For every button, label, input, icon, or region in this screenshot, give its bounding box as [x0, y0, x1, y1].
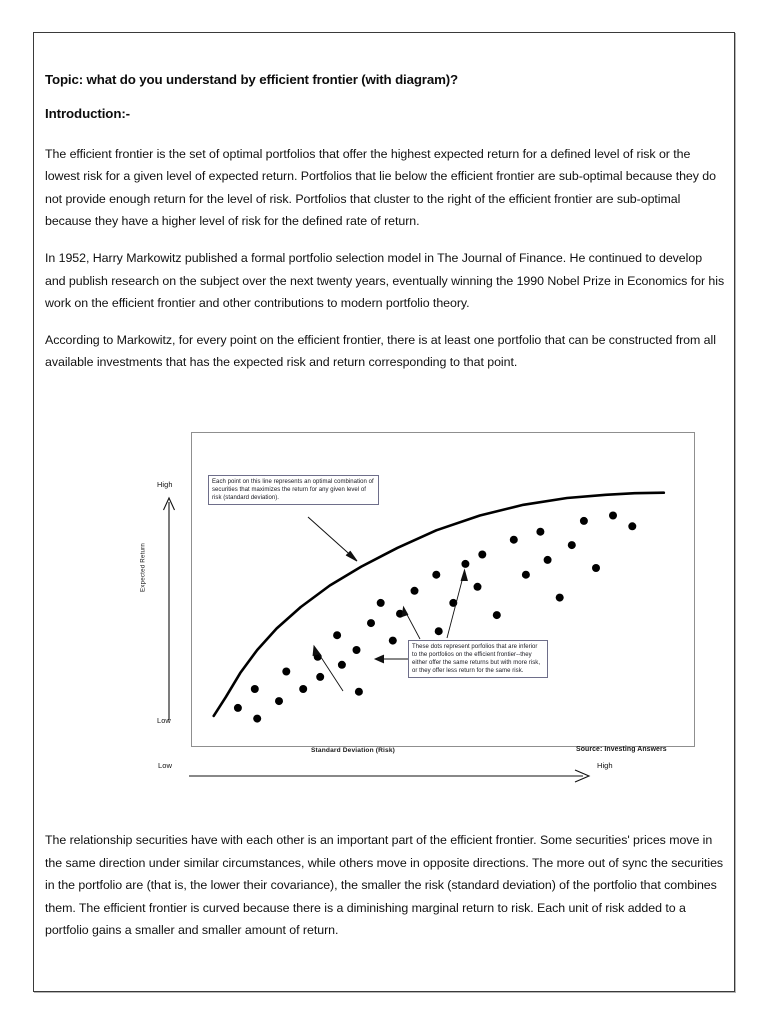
portfolio-dot — [580, 517, 588, 525]
portfolio-dot — [355, 688, 363, 696]
x-axis-high-label: High — [597, 761, 613, 770]
portfolio-dot — [316, 673, 324, 681]
portfolio-dot — [628, 522, 636, 530]
portfolio-dot — [253, 715, 261, 723]
portfolio-dot — [338, 661, 346, 669]
callout-efficient-frontier: Each point on this line represents an optimal combination of securities that maximizes the return for any given level of risk (standard deviation). — [208, 475, 379, 505]
document-body — [45, 71, 725, 388]
portfolio-dot — [544, 556, 552, 564]
portfolio-dot — [493, 611, 501, 619]
portfolio-dot — [251, 685, 259, 693]
portfolio-dot — [478, 551, 486, 559]
efficient-frontier-curve — [214, 493, 664, 716]
portfolio-dot — [299, 685, 307, 693]
portfolio-dot — [568, 541, 576, 549]
portfolio-dot — [333, 631, 341, 639]
paragraph-definition: The efficient frontier is the set of optimal portfolios that offer the highest expected return for a defined level of risk or the lowest risk for a given level of expected return. Portfolios that lie below the efficient frontier are sub-optimal because they do not provide enough return for the level of risk. Portfolios that cluster to the right of the efficient frontier are sub-optimal because they have a higher level of risk for the defined rate of return. — [45, 146, 716, 229]
section-heading-introduction: Introduction:- — [45, 106, 131, 122]
portfolio-dots-group — [234, 512, 636, 723]
callout-frontier-leader — [308, 517, 357, 561]
paragraph-markowitz-history: In 1952, Harry Markowitz published a formal portfolio selection model in The Journal of Finance. He continued to develop and publish research on the subject over the next twenty years, eventually winning the 1990 Nobel Prize in Economics for his work on the efficient frontier and other contributions to modern portfolio theory. — [45, 250, 725, 311]
x-axis-arrow-icon — [189, 768, 593, 784]
x-axis — [131, 746, 701, 788]
page-title: Topic: what do you understand by efficient frontier (with diagram)? — [45, 72, 458, 87]
y-axis-high-label: High — [157, 480, 173, 489]
y-axis-title: Expected Return — [139, 542, 147, 593]
document-body-closing — [45, 829, 725, 942]
y-axis — [131, 446, 191, 746]
figure-source-note: Source: Investing Answers — [576, 746, 667, 753]
y-axis-low-label: Low — [157, 716, 171, 725]
portfolio-dot — [474, 583, 482, 591]
portfolio-dot — [234, 704, 242, 712]
callout-inferior-portfolios: These dots represent porfolios that are inferior to the portfolios on the efficient frontier--they either offer the same returns but with more risk, or they offer less return for the same risk. — [408, 640, 548, 678]
chart-plot-area — [191, 432, 695, 747]
paragraph-relationship-securities: The relationship securities have with each other is an important part of the efficient frontier. Some securities' prices move in the same direction under similar circumstances, while others move in opposite directions. The more out of sync the securities in the portfolio are (that is, the lower their covariance), the smaller the risk (standard deviation) of the portfolio that combines them. The efficient frontier is curved because there is a diminishing marginal return to risk. Each unit of risk added to a portfolio gains a smaller and smaller amount of return. — [45, 833, 724, 938]
portfolio-dot — [435, 627, 443, 635]
portfolio-dot — [522, 571, 530, 579]
paragraph-markowitz-claim: According to Markowitz, for every point on the efficient frontier, there is at least one portfolio that can be constructed from all available investments that has the expected risk and return corresponding to that point. — [45, 332, 716, 370]
portfolio-dot — [461, 560, 469, 568]
portfolio-dot — [592, 564, 600, 572]
x-axis-title: Standard Deviation (Risk) — [311, 747, 395, 754]
portfolio-dot — [432, 571, 440, 579]
portfolio-dot — [282, 668, 290, 676]
portfolio-dot — [377, 599, 385, 607]
portfolio-dot — [609, 512, 617, 520]
portfolio-dot — [510, 536, 518, 544]
portfolio-dot — [556, 594, 564, 602]
portfolio-dot — [367, 619, 375, 627]
portfolio-dot — [353, 646, 361, 654]
portfolio-dot — [536, 528, 544, 536]
portfolio-dot — [275, 697, 283, 705]
portfolio-dot — [389, 637, 397, 645]
document-page — [33, 32, 735, 992]
portfolio-dot — [411, 587, 419, 595]
efficient-frontier-figure — [131, 426, 701, 786]
y-axis-arrow-icon — [161, 492, 177, 720]
x-axis-low-label: Low — [158, 761, 172, 770]
